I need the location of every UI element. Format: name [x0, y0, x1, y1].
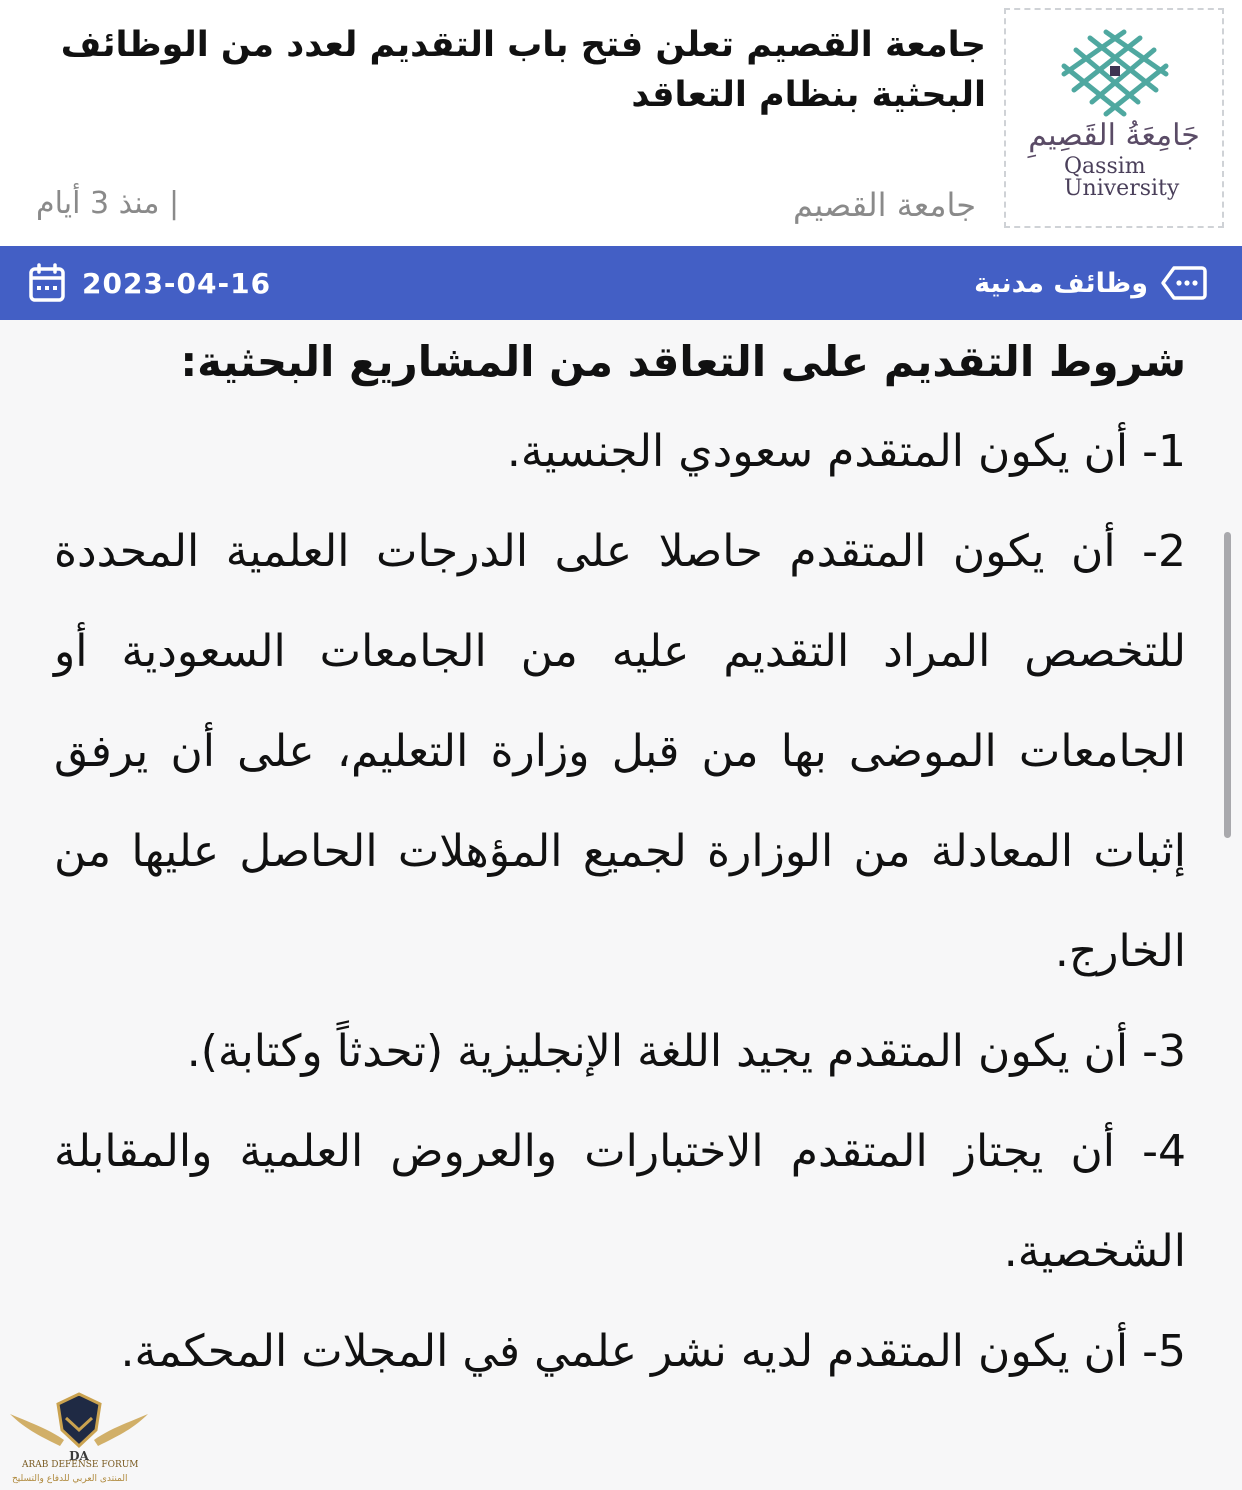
calendar-icon	[28, 263, 66, 303]
date-value: 2023-04-16	[82, 266, 272, 300]
publish-date	[28, 260, 271, 306]
article-time: | منذ 3 أيام	[36, 186, 180, 221]
winged-shield-icon	[4, 1384, 154, 1464]
article-title[interactable]: جامعة القصيم تعلن فتح باب التقديم لعدد من الوظائف البحثية بنظام التعاقد	[60, 25, 986, 115]
condition-item: 5- أن يكون المتقدم لديه نشر علمي في المجلات المحكمة.	[120, 1326, 1186, 1377]
dots-tag-icon	[1160, 264, 1208, 302]
article-body	[54, 326, 1186, 1402]
scrollbar[interactable]	[1224, 532, 1231, 838]
condition-item: 1- أن يكون المتقدم سعودي الجنسية.	[506, 426, 1186, 477]
info-bar	[0, 246, 1242, 320]
category-tag[interactable]	[974, 262, 1208, 304]
forum-watermark	[4, 1384, 154, 1488]
logo-english-text	[1064, 156, 1184, 200]
article-source[interactable]: جامعة القصيم	[793, 186, 976, 224]
conditions-heading: شروط التقديم على التعاقد من المشاريع البحثية:	[180, 337, 1186, 386]
condition-item: 2- أن يكون المتقدم حاصلا على الدرجات العلمية المحددة للتخصص المراد التقديم عليه من الجامعات السعودية أو الجامعات الموضى بها من قبل وزارة التعليم، على أن يرفق إثبات المعادلة من الوزارة لجميع المؤهلات الحاصل عليها من الخارج.	[54, 526, 1186, 977]
watermark-mark: DA	[69, 1449, 89, 1463]
category-label: وظائف مدنية	[974, 267, 1148, 299]
condition-item: 3- أن يكون المتقدم يجيد اللغة الإنجليزية (تحدثاً وكتابة).	[186, 1026, 1186, 1077]
logo-arabic-text: جَامِعَةُ القَصِيمِ	[1028, 118, 1200, 153]
logo-english-line2: University	[1064, 176, 1180, 201]
watermark-english: ARAB DEFENSE FORUM	[22, 1460, 139, 1470]
logo-english-line1: Qassim	[1064, 154, 1146, 179]
university-logo[interactable]	[1004, 8, 1224, 228]
condition-item: 4- أن يجتاز المتقدم الاختبارات والعروض العلمية والمقابلة الشخصية.	[54, 1126, 1186, 1277]
watermark-arabic: المنتدى العربي للدفاع والتسليح	[12, 1474, 128, 1484]
article-header	[0, 0, 1242, 246]
